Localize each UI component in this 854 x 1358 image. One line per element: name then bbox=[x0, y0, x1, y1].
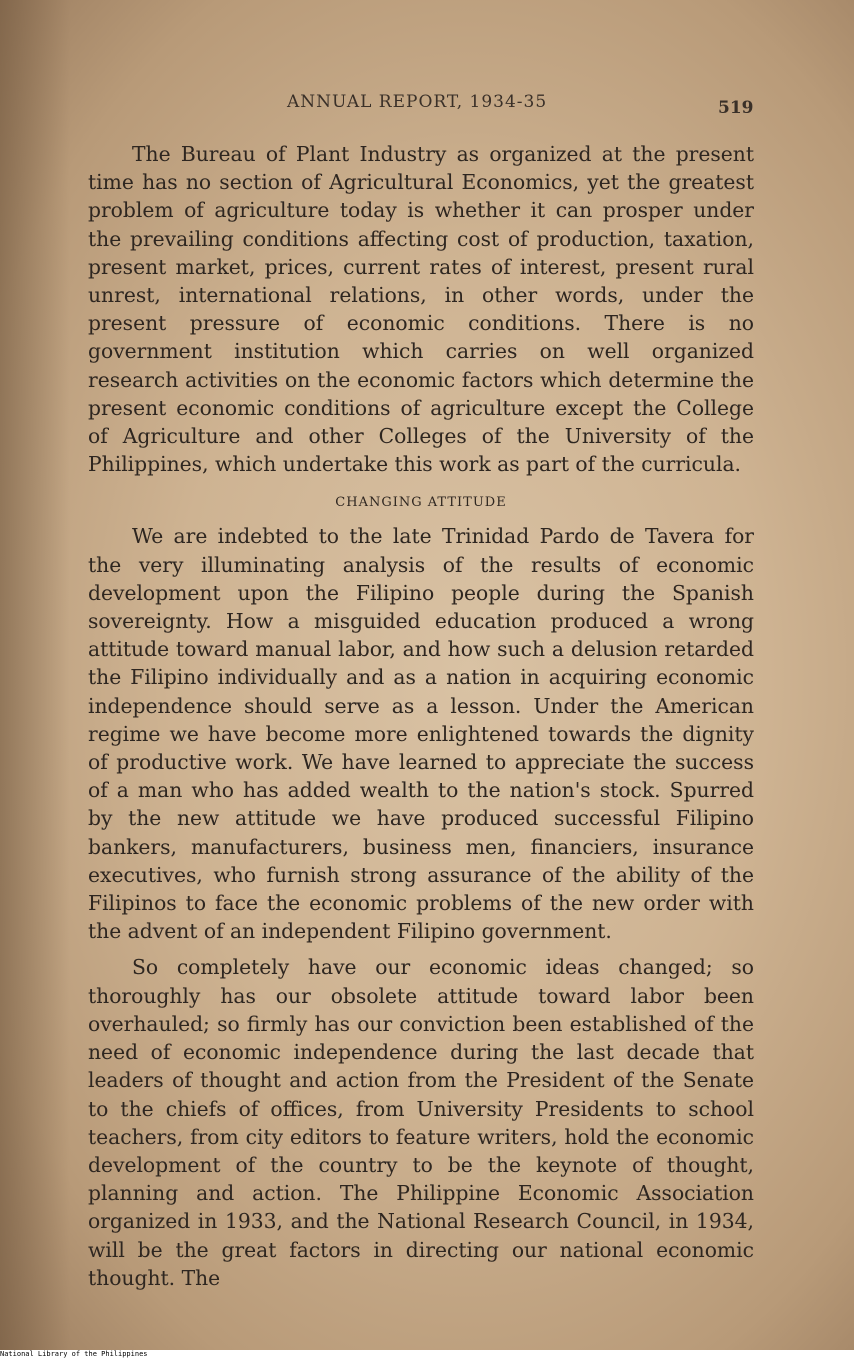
library-credit: National Library of the Philippines bbox=[0, 1350, 148, 1358]
page-shadow bbox=[0, 0, 70, 1350]
section-heading: CHANGING ATTITUDE bbox=[335, 495, 507, 511]
page-header bbox=[0, 90, 854, 120]
paragraph-bureau-plant-industry: The Bureau of Plant Industry as organized at the present time has no section of Agricultural Economics, yet the greatest problem of agriculture today is whether it can prosper under the prevailing conditions affecting cost of production, taxation, present market, prices, current rates of interest, present rural unrest, international relations, in other words, under the present pressure of economic conditions. There is no government institution which carries on well organized research activities on the economic factors which determine the present economic conditions of agriculture except the College of Agriculture and other Colleges of the University of the Philippines, which undertake this work as part of the curricula. bbox=[88, 142, 754, 477]
paragraph-economic-ideas: So completely have our economic ideas changed; so thoroughly has our obsolete attitude toward labor been overhauled; so firmly has our conviction been established of the need of economic independence during the last decade that leaders of thought and action from the President of the Senate to the chiefs of offices, from University Presidents to school teachers, from city editors to feature writers, hold the economic development of the country to be the keynote of thought, planning and action. The Philippine Economic Association organized in 1933, and the National Research Council, in 1934, will be the great factors in directing our national economic thought. The bbox=[88, 955, 754, 1290]
paragraph-pardo-de-tavera: We are indebted to the late Trinidad Pardo de Tavera for the very illuminating analysis of the results of economic development upon the Filipino people during the Spanish sovereignty. How a misguided education produced a wrong attitude toward manual labor, and how such a delusion retarded the Filipino individually and as a nation in acquiring economic independence should serve as a lesson. Under the American regime we have become more enlightened towards the dignity of productive work. We have learned to appreciate the success of a man who has added wealth to the nation's stock. Spurred by the new attitude we have produced successful Filipino bankers, manufacturers, business men, financiers, insurance executives, who furnish strong assurance of the ability of the Filipinos to face the economic problems of the new order with the advent of an independent Filipino government. bbox=[88, 524, 754, 944]
page-number: 519 bbox=[718, 98, 754, 118]
running-title: ANNUAL REPORT, 1934-35 bbox=[287, 92, 548, 112]
body-text bbox=[88, 140, 754, 1292]
